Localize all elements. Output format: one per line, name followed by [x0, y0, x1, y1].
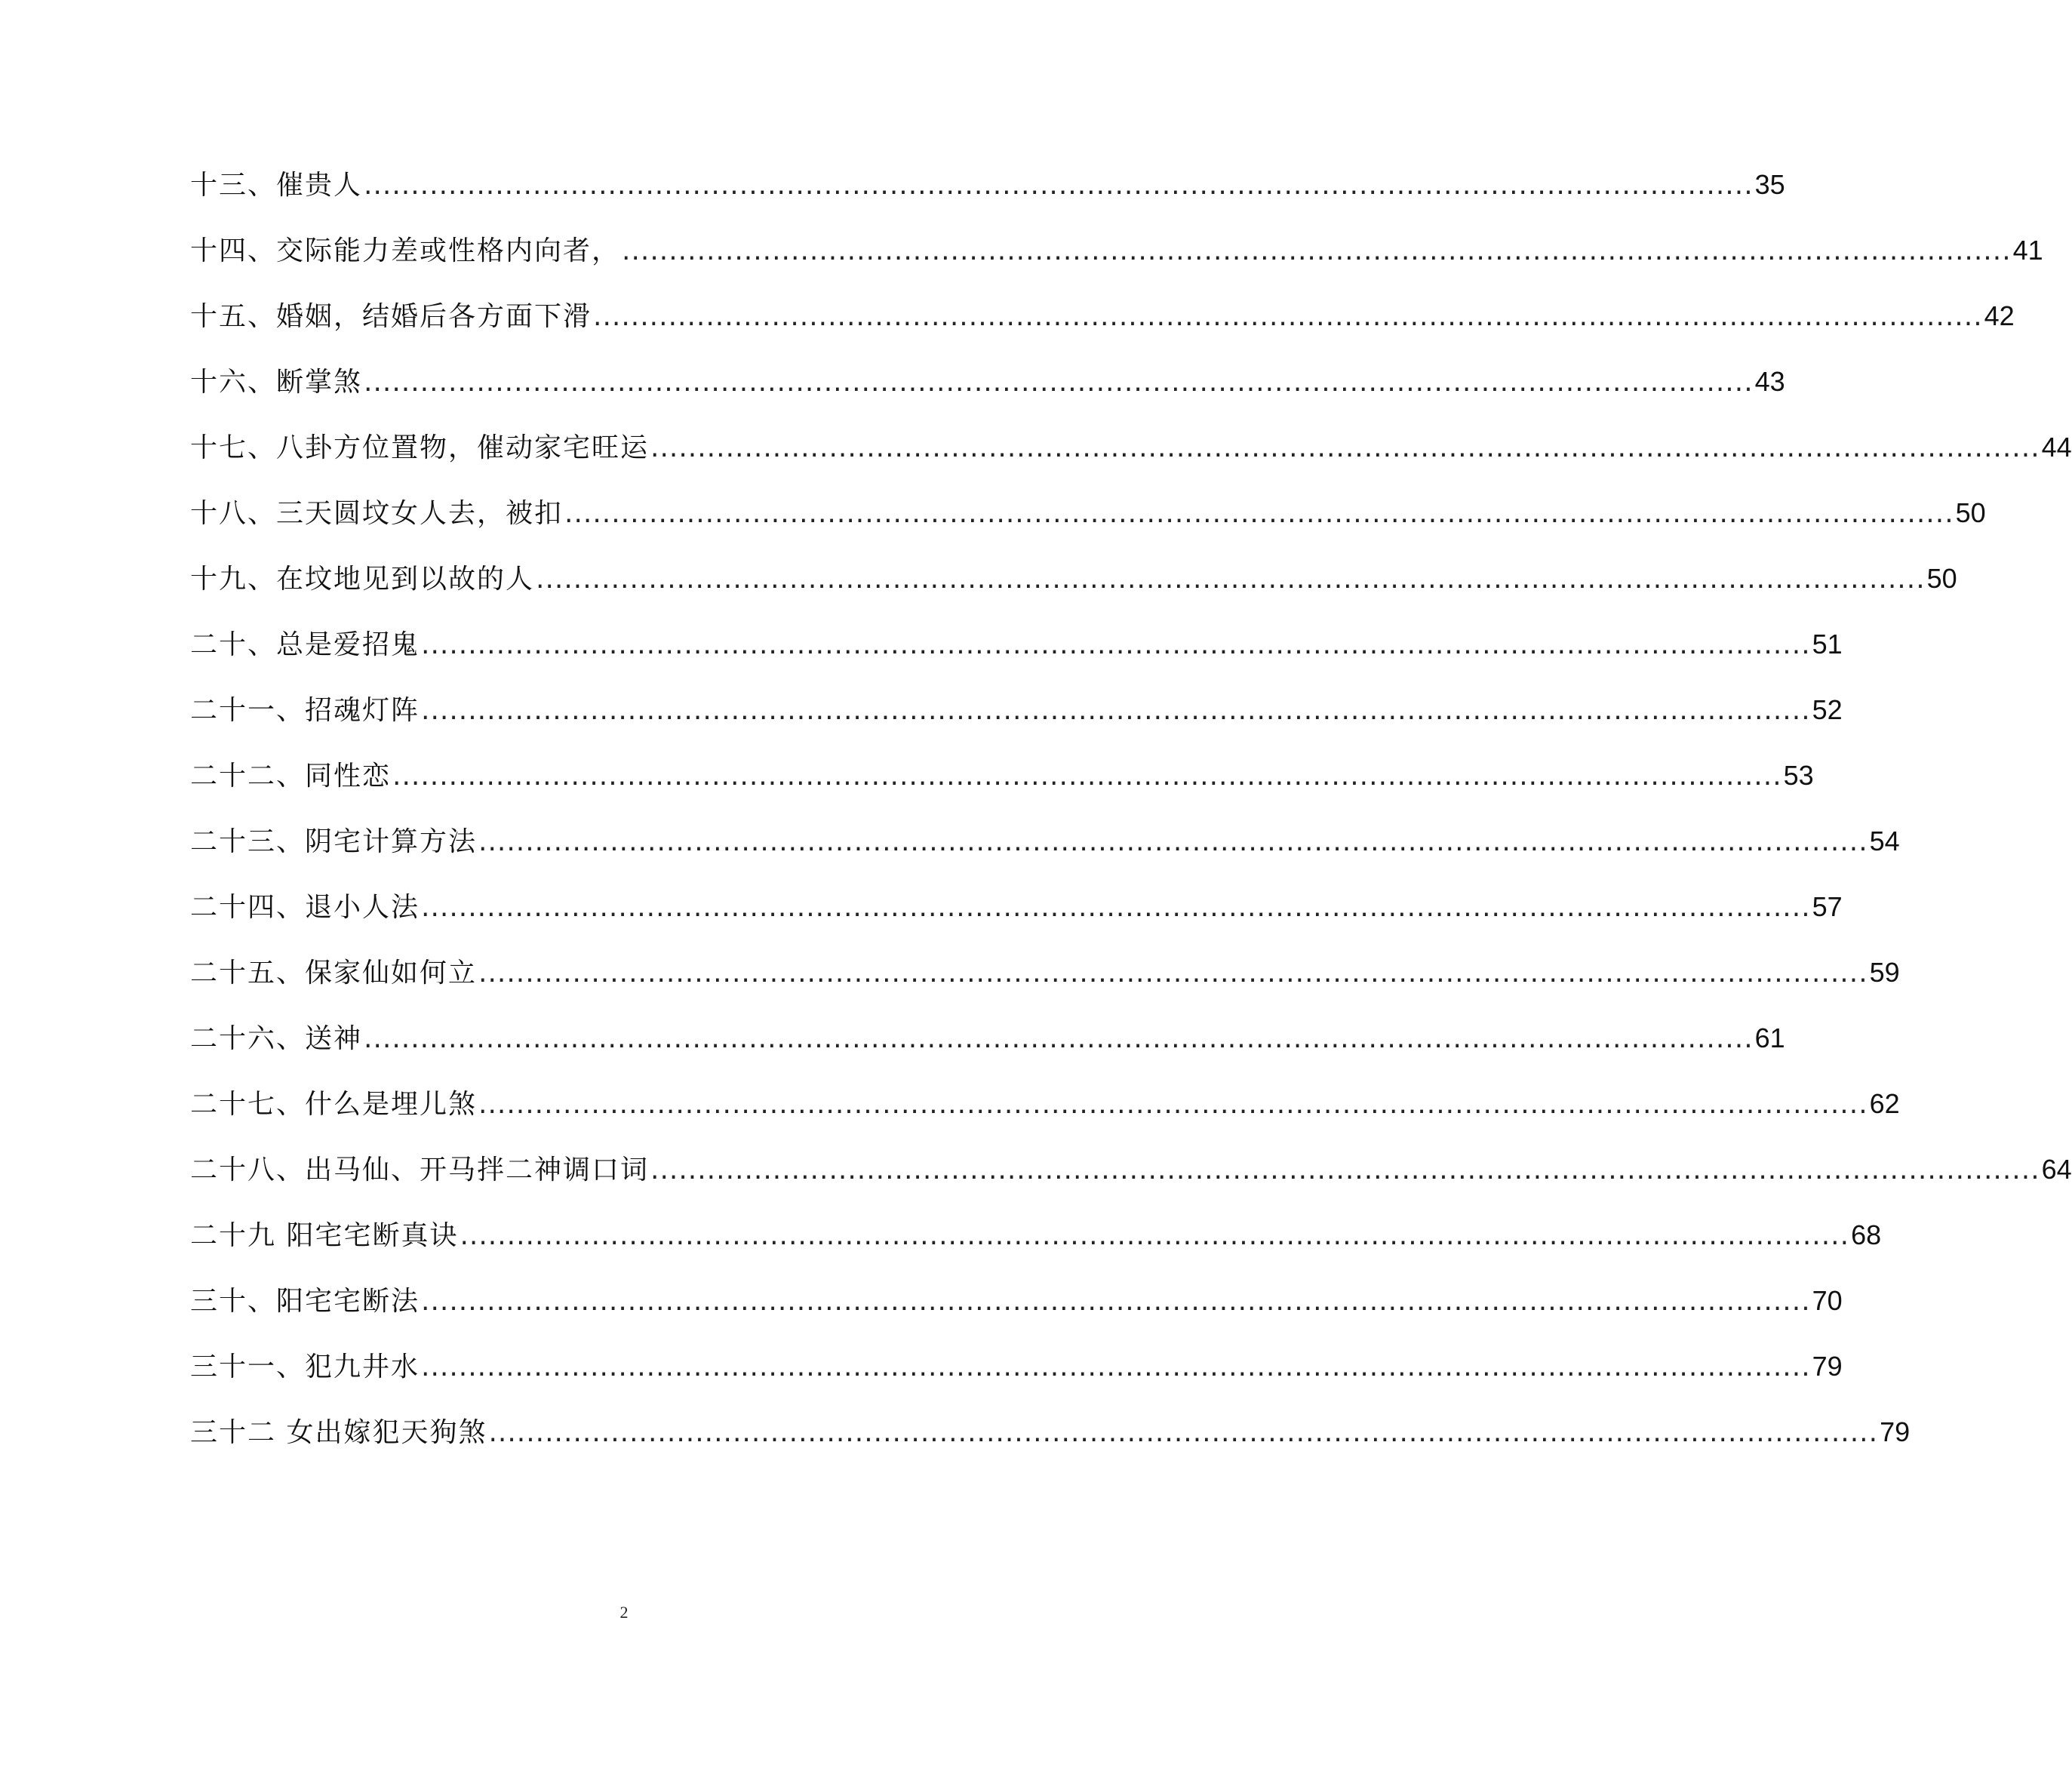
- toc-entry-page: 62: [1869, 1088, 1900, 1119]
- toc-dot-leader: ....................................................................................................................................................: [622, 235, 2012, 266]
- toc-dot-leader: ....................................................................................................................................................: [364, 367, 1754, 398]
- toc-dot-leader: ....................................................................................................................................................: [536, 564, 1926, 595]
- toc-entry-title: 十七、八卦方位置物，催动家宅旺运: [190, 432, 650, 463]
- toc-dot-leader: ....................................................................................................................................................: [488, 1417, 1879, 1448]
- toc-entry-page: 61: [1754, 1022, 1785, 1053]
- toc-entry-title: 三十二 女出嫁犯天狗煞: [190, 1417, 487, 1448]
- toc-entry-page: 79: [1812, 1351, 1843, 1382]
- toc-dot-leader: ....................................................................................................................................................: [478, 826, 1868, 857]
- toc-entry-title: 二十九 阳宅宅断真诀: [190, 1220, 459, 1251]
- toc-dot-leader: ....................................................................................................................................................: [650, 1155, 2040, 1185]
- toc-entry-page: 53: [1783, 760, 1814, 791]
- toc-dot-leader: ....................................................................................................................................................: [421, 629, 1811, 660]
- toc-dot-leader: ....................................................................................................................................................: [421, 1286, 1811, 1317]
- toc-entry-page: 43: [1754, 366, 1785, 397]
- toc-dot-leader: ....................................................................................................................................................: [392, 761, 1782, 792]
- toc-entry-title: 十九、在坟地见到以故的人: [190, 564, 535, 595]
- toc-entry-title: 十八、三天圆坟女人去，被扣: [190, 498, 564, 529]
- toc-entry-page: 44: [2041, 432, 2072, 463]
- toc-entry[interactable]: [190, 690, 1843, 755]
- toc-entry-title: 二十六、送神: [190, 1023, 363, 1054]
- toc-entry[interactable]: [190, 493, 1986, 558]
- toc-entry-page: 59: [1869, 957, 1900, 988]
- toc-dot-leader: ....................................................................................................................................................: [460, 1220, 1850, 1251]
- toc-entry[interactable]: [190, 952, 1900, 1018]
- toc-entry-page: 50: [1955, 497, 1986, 528]
- toc-dot-leader: ....................................................................................................................................................: [364, 1023, 1754, 1054]
- toc-entry-page: 41: [2012, 235, 2043, 266]
- toc-entry-title: 二十七、什么是埋儿煞: [190, 1089, 478, 1120]
- toc-entry-page: 70: [1812, 1285, 1843, 1316]
- toc-entry-title: 二十八、出马仙、开马拌二神调口词: [190, 1155, 650, 1185]
- toc-entry-page: 64: [2041, 1154, 2072, 1185]
- toc-entry[interactable]: [190, 1084, 1900, 1149]
- toc-dot-leader: ....................................................................................................................................................: [650, 432, 2040, 463]
- table-of-contents: [190, 165, 2072, 1477]
- toc-entry[interactable]: [190, 296, 2015, 361]
- toc-entry-title: 十五、婚姻，结婚后各方面下滑: [190, 301, 592, 332]
- page-number: 2: [619, 1603, 629, 1622]
- toc-entry-page: 35: [1754, 169, 1785, 200]
- toc-entry-title: 二十、总是爱招鬼: [190, 629, 420, 660]
- toc-entry[interactable]: [190, 427, 2072, 493]
- toc-entry-page: 42: [1984, 300, 2015, 331]
- toc-dot-leader: ....................................................................................................................................................: [478, 958, 1868, 989]
- toc-entry[interactable]: [190, 1149, 2072, 1215]
- toc-entry-page: 54: [1869, 826, 1900, 856]
- toc-entry[interactable]: [190, 624, 1843, 690]
- toc-entry-title: 二十一、招魂灯阵: [190, 695, 420, 726]
- toc-entry[interactable]: [190, 1346, 1843, 1412]
- toc-entry[interactable]: [190, 165, 1785, 230]
- toc-entry-page: 57: [1812, 891, 1843, 922]
- toc-entry[interactable]: [190, 755, 1814, 821]
- toc-entry-title: 十四、交际能力差或性格内向者，: [190, 235, 621, 266]
- toc-entry-title: 二十五、保家仙如何立: [190, 958, 478, 989]
- toc-dot-leader: ....................................................................................................................................................: [478, 1089, 1868, 1120]
- toc-entry-title: 十六、断掌煞: [190, 367, 363, 398]
- toc-entry-page: 51: [1812, 629, 1843, 660]
- toc-dot-leader: ....................................................................................................................................................: [421, 892, 1811, 923]
- toc-entry[interactable]: [190, 1281, 1843, 1346]
- toc-entry[interactable]: [190, 230, 2043, 296]
- toc-entry[interactable]: [190, 361, 1785, 427]
- toc-entry-title: 二十四、退小人法: [190, 892, 420, 923]
- toc-entry[interactable]: [190, 1215, 1882, 1281]
- toc-entry-page: 50: [1926, 563, 1957, 594]
- toc-entry-title: 二十二、同性恋: [190, 761, 392, 792]
- toc-entry-page: 68: [1851, 1219, 1882, 1250]
- toc-entry[interactable]: [190, 1018, 1785, 1084]
- toc-entry-title: 二十三、阴宅计算方法: [190, 826, 478, 857]
- toc-dot-leader: ....................................................................................................................................................: [421, 1351, 1811, 1382]
- toc-entry-title: 三十、阳宅宅断法: [190, 1286, 420, 1317]
- toc-entry[interactable]: [190, 821, 1900, 887]
- toc-entry-page: 52: [1812, 694, 1843, 725]
- toc-dot-leader: ....................................................................................................................................................: [421, 695, 1811, 726]
- toc-dot-leader: ....................................................................................................................................................: [593, 301, 1983, 332]
- toc-entry-page: 79: [1880, 1416, 1911, 1447]
- toc-entry[interactable]: [190, 887, 1843, 952]
- toc-entry-title: 十三、催贵人: [190, 170, 363, 201]
- toc-entry[interactable]: [190, 1412, 1911, 1477]
- toc-dot-leader: ....................................................................................................................................................: [364, 170, 1754, 201]
- toc-dot-leader: ....................................................................................................................................................: [564, 498, 1954, 529]
- toc-entry[interactable]: [190, 558, 1957, 624]
- toc-entry-title: 三十一、犯九井水: [190, 1351, 420, 1382]
